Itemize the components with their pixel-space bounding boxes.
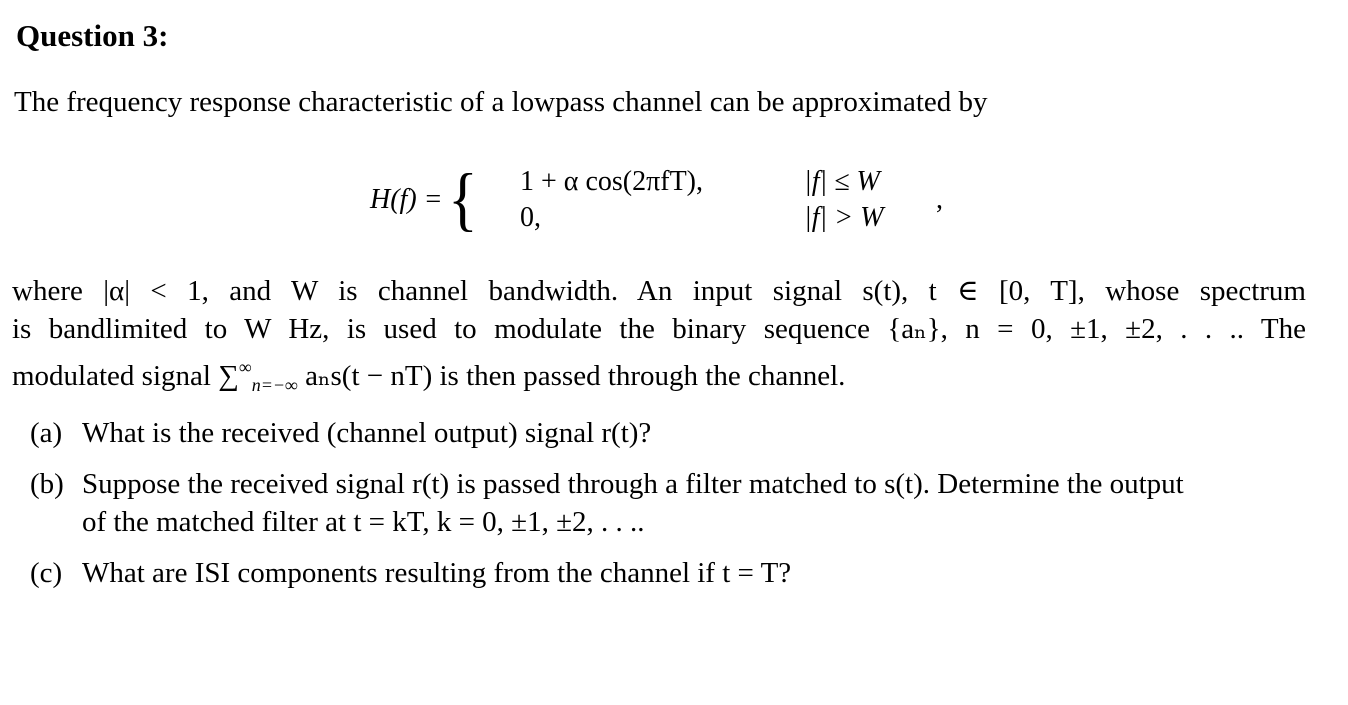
case2-condition: |f| > W — [804, 202, 884, 233]
paragraph-line-2: is bandlimited to W Hz, is used to modulate the binary sequence {aₙ}, n = 0, ±1, ±2, . . .. The — [12, 313, 1306, 345]
case2-expression: 0, — [520, 202, 541, 233]
summation-upper-limit: ∞ — [238, 357, 252, 377]
paragraph-line-3 — [12, 348, 1306, 404]
part-b — [30, 465, 1310, 541]
case1-condition: |f| ≤ W — [804, 166, 880, 197]
paragraph-line-3-post: aₙs(t − nT) is then passed through the channel. — [297, 360, 846, 392]
question-title: Question 3: — [16, 18, 169, 53]
part-b-label: (b) — [30, 468, 64, 500]
part-b-text-line-2: of the matched filter at t = kT, k = 0, ±1, ±2, . . .. — [82, 506, 645, 538]
part-a — [30, 414, 1310, 452]
part-c-text: What are ISI components resulting from the channel if t = T? — [82, 557, 792, 589]
part-a-text: What is the received (channel output) signal r(t)? — [82, 417, 652, 449]
part-c-label: (c) — [30, 557, 63, 589]
problem-paragraph — [12, 272, 1306, 404]
summation-lower-limit: n=−∞ — [251, 375, 298, 395]
equation-lhs: H(f) = — [370, 184, 443, 215]
paragraph-line-1: where |α| < 1, and W is channel bandwidth. An input signal s(t), t ∈ [0, T], whose spectrum — [12, 275, 1306, 307]
part-c — [30, 554, 1310, 592]
summation-symbol: ∑ — [218, 360, 239, 392]
question-parts — [30, 414, 1310, 605]
equation-trailing-comma: , — [936, 184, 943, 215]
intro-text: The frequency response characteristic of a lowpass channel can be approximated by — [14, 86, 988, 118]
case1-expression: 1 + α cos(2πfT), — [520, 166, 703, 197]
equation-brace: { — [448, 160, 478, 239]
part-b-text: Suppose the received signal r(t) is passed through a filter matched to s(t). Determine the output — [82, 468, 1184, 500]
frequency-response-equation — [0, 160, 1348, 250]
paragraph-line-3-pre: modulated signal — [12, 360, 211, 392]
part-a-label: (a) — [30, 417, 63, 449]
